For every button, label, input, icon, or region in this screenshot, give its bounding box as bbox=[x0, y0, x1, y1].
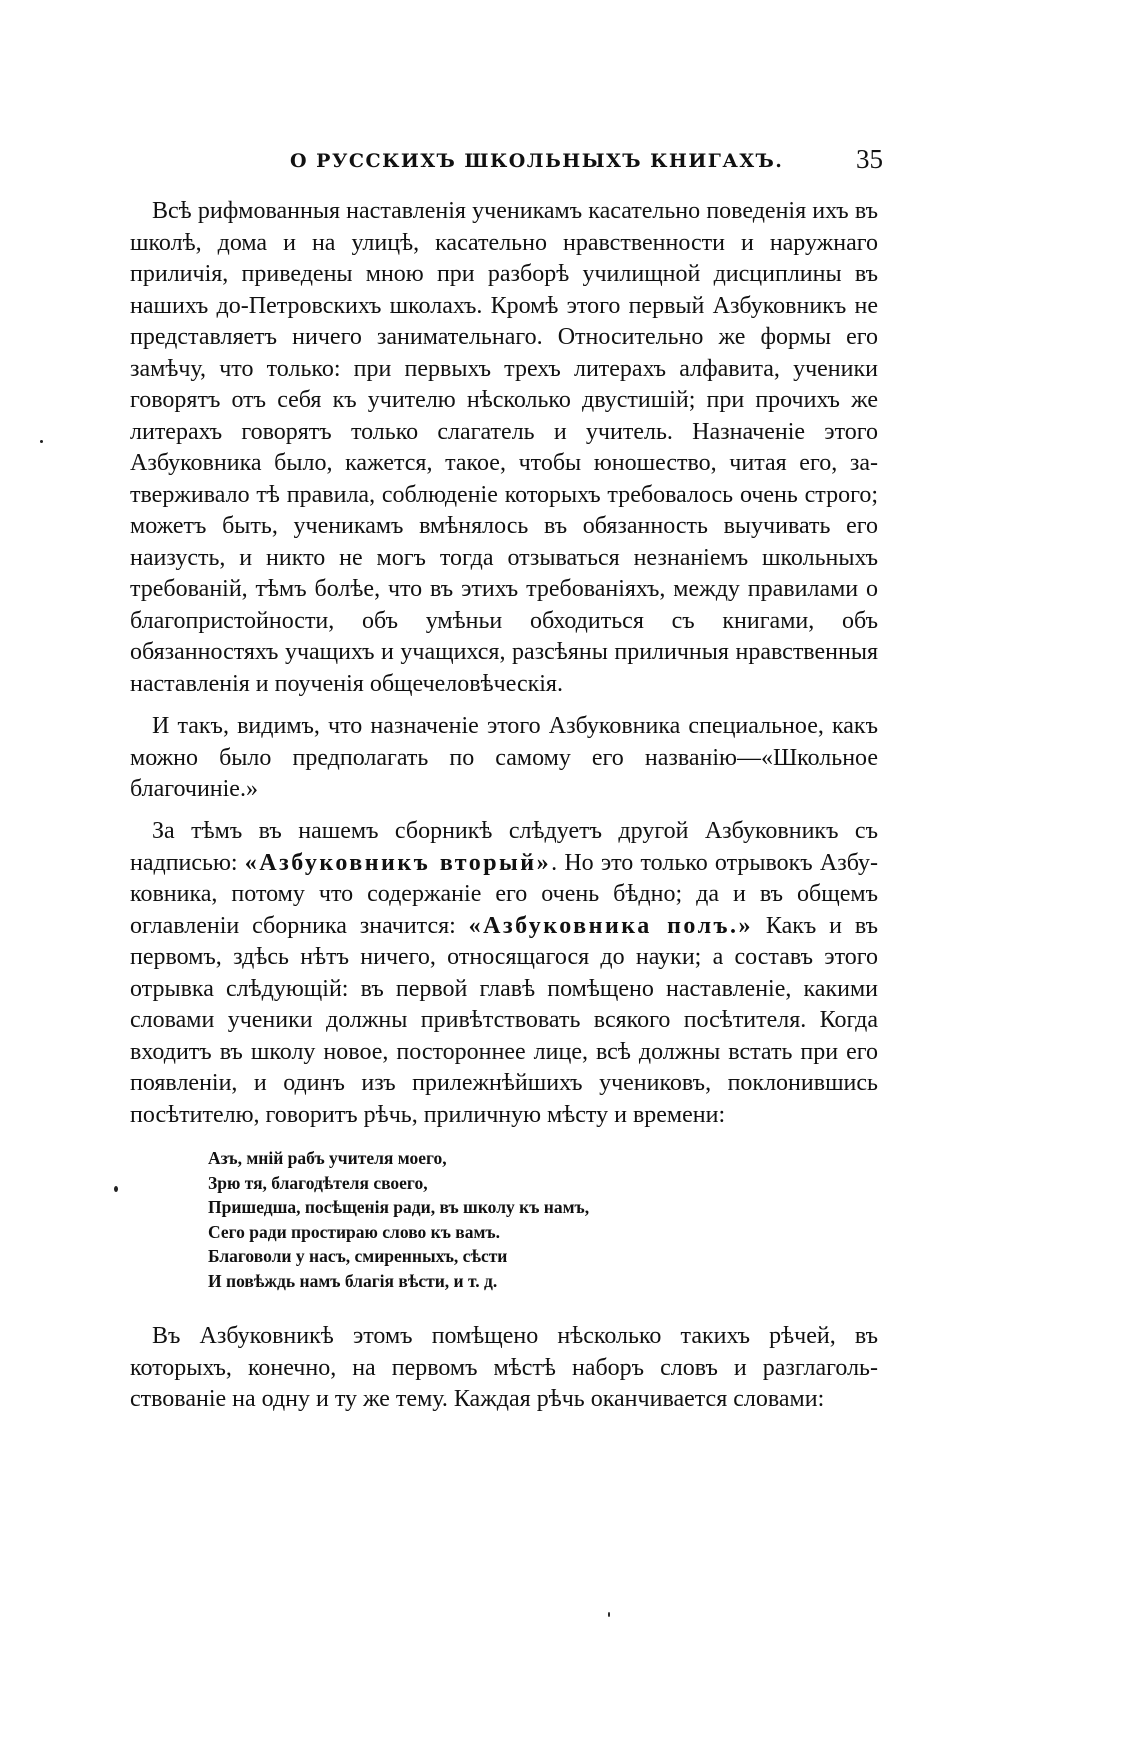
ink-speck bbox=[114, 1186, 118, 1192]
paragraph-2 bbox=[130, 711, 878, 806]
paragraph-3-middle: . Но это только отрывокъ Азбуковника, потому что содержаніе его очень бѣдно; да и въ общемъ оглавленіи сборника значится: bbox=[130, 849, 879, 939]
verse-line: Благоволи у насъ, смиренныхъ, сѣсти bbox=[208, 1246, 508, 1267]
title-azbukovnika-pol: «Азбуковника полъ.» bbox=[468, 912, 754, 939]
ink-speck bbox=[40, 440, 43, 443]
paragraph-3-text bbox=[130, 816, 878, 1131]
verse-line: И повѣждь намъ благія вѣсти, и т. д. bbox=[208, 1270, 498, 1291]
title-azbukovnik-vtoryi: «Азбуковникъ вторый» bbox=[244, 849, 552, 876]
verse-line: Сего ради простираю слово къ вамъ. bbox=[208, 1221, 501, 1242]
verse-line: Пришедша, посѣщенія ради, въ школу къ намъ, bbox=[208, 1197, 590, 1218]
verse-line: Азъ, мнiй рабъ учителя моего, bbox=[208, 1148, 447, 1168]
running-head: О РУССКИХЪ ШКОЛЬНЫХЪ КНИГАХЪ. bbox=[290, 150, 784, 172]
page-number: 35 bbox=[856, 144, 883, 174]
paragraph-3-after: Какъ и въ первомъ, здѣсь нѣтъ ничего, относящагося до науки; а составъ этого отрывка слѣдующій: въ первой главѣ помѣщено наставленіе, какими словами ученики должны привѣтствовать всякого посѣтителя. Когда входитъ въ школу новое, постороннее лице, всѣ должны встать при его появленіи, и одинъ изъ прилежнѣйшихъ учениковъ, поклонившись посѣтителю, говоритъ рѣчь, приличную мѣсту и времени: bbox=[130, 912, 879, 1128]
ink-speck bbox=[608, 1612, 610, 1617]
paragraph-1 bbox=[130, 196, 878, 700]
paragraph-3-before: За тѣмъ въ нашемъ сборникѣ слѣдуетъ другой Азбуковникъ съ надписью: bbox=[130, 818, 878, 876]
verse-line: Зрю тя, благодѣтеля своего, bbox=[208, 1172, 428, 1193]
paragraph-3 bbox=[130, 816, 878, 1131]
paragraph-1-text: Всѣ рифмованныя наставленія ученикамъ касательно поведенія ихъ въ школѣ, дома и на улицѣ, касательно нравственности и наружнаго приличія, приведены мною при разборѣ училищной дисциплины въ нашихъ до-Петровскихъ школахъ. Кромѣ этого первый Азбуковникъ не представляетъ ничего занимательнаго. Относительно же формы его замѣчу, что только: при первыхъ трехъ литерахъ алфавита, ученики говорятъ отъ себя къ учителю нѣсколько двустишій; при прочихъ же литерахъ говорятъ только слагатель и учитель. Назначеніе этого Азбуковника было, кажется, такое, чтобы юношество, читая его, затверживало тѣ правила, соблюденіе которыхъ требовалось очень строго; можетъ быть, ученикамъ вмѣнялось въ обязанность выучивать его наизусть, и никто не могъ тогда отзываться незнаніемъ школьныхъ требованій, тѣмъ болѣе, что въ этихъ требованіяхъ, между правилами о благопристойности, объ умѣньи обходиться съ книгами, объ обязанностяхъ учащихъ и учащихся, разсѣяны приличныя нравственныя наставленія и поученія общечеловѣческія. bbox=[130, 198, 878, 697]
paragraph-2-text: И такъ, видимъ, что назначеніе этого Азбуковника специальное, какъ можно было предполагать по самому его названію—«Школьное благочиніе.» bbox=[130, 713, 878, 802]
paragraph-4 bbox=[130, 1321, 878, 1416]
paragraph-4-text: Въ Азбуковникѣ этомъ помѣщено нѣсколько такихъ рѣчей, въ которыхъ, конечно, на первомъ мѣстѣ наборъ словъ и разглагольствованіе на одну и ту же тему. Каждая рѣчь оканчивается словами: bbox=[130, 1323, 878, 1412]
verse-quotation bbox=[208, 1146, 589, 1294]
